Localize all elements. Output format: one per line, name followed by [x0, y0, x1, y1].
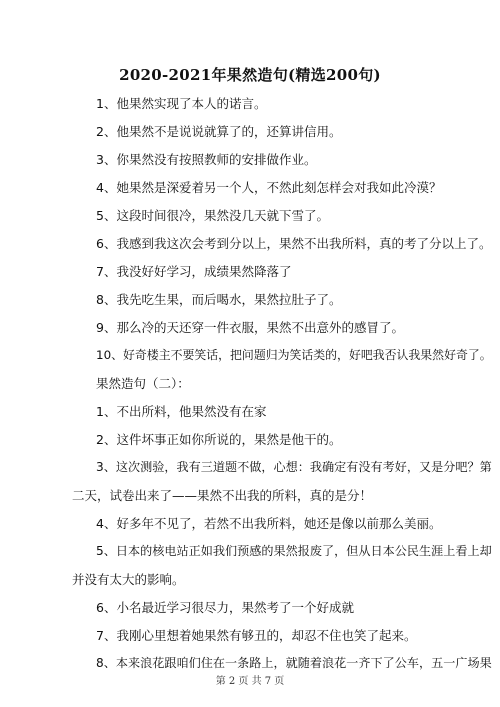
sentence-line: 6、小名最近学习很尽力，果然考了一个好成就 — [96, 600, 354, 615]
sentence-line: 10、好奇楼主不要笑话，把问题归为笑话类的，好吧我否认我果然好奇了。 — [96, 348, 492, 362]
sentence-line: 1、不出所料，他果然没有在家 — [96, 404, 267, 419]
document-title: 2020-2021年果然造句(精选200句) — [119, 66, 381, 84]
sentence-line: 7、我刚心里想着她果然有够丑的，却忍不住也笑了起来。 — [96, 628, 417, 643]
sentence-line: 2、这件坏事正如你所说的，果然是他干的。 — [96, 432, 342, 447]
sentence-line: 5、这段时间很冷，果然没几天就下雪了。 — [96, 208, 329, 223]
sentence-line-continuation: 并没有太大的影响。 — [72, 572, 185, 587]
sentence-line-continuation: 二天，试卷出来了——果然不出我的所料，真的是分！ — [72, 488, 373, 503]
sentence-line: 5、日本的核电站正如我们预感的果然报废了，但从日本公民生涯上看上却 — [96, 544, 492, 558]
section-heading: 果然造句（二）： — [96, 376, 190, 391]
page-footer: 第 2 页 共 7 页 — [215, 676, 285, 687]
sentence-line: 1、他果然实现了本人的诺言。 — [96, 96, 267, 111]
sentence-line: 2、他果然不是说说就算了的，还算讲信用。 — [96, 124, 342, 139]
sentence-line: 3、你果然没有按照教师的安排做作业。 — [96, 152, 317, 167]
sentence-line: 3、这次测验，我有三道题不做，心想：我确定有没有考好，又是分吧？第 — [96, 460, 492, 474]
sentence-line: 8、本来浪花跟咱们住在一条路上，就随着浪花一齐下了公车，五一广场果 — [96, 656, 492, 670]
sentence-line: 9、那么冷的天还穿一件衣服，果然不出意外的感冒了。 — [96, 320, 404, 335]
sentence-line: 4、她果然是深爱着另一个人，不然此刻怎样会对我如此冷漠？ — [96, 180, 442, 195]
sentence-line: 8、我先吃生果，而后喝水，果然拉肚子了。 — [96, 292, 342, 307]
sentence-line: 7、我没好好学习，成绩果然降落了 — [96, 264, 292, 279]
sentence-line: 4、好多年不见了，若然不出我所料，她还是像以前那么美丽。 — [96, 516, 442, 531]
sentence-line: 6、我感到我这次会考到分以上，果然不出我所料，真的考了分以上了。 — [96, 236, 492, 251]
